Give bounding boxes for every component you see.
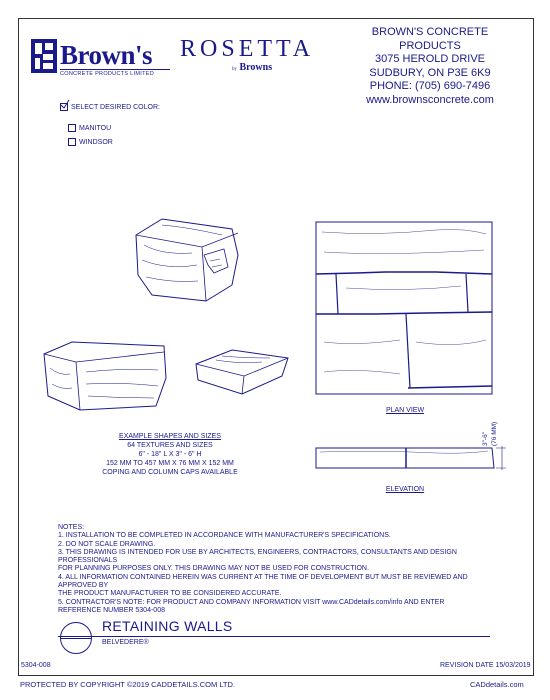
product-logo-brand: Browns xyxy=(239,62,273,73)
coping-cap-illustration xyxy=(192,348,292,398)
color-option-windsor[interactable] xyxy=(68,138,113,146)
browns-logo-icon xyxy=(30,38,58,74)
title-divider xyxy=(58,636,490,637)
color-option-manitou[interactable] xyxy=(68,124,111,132)
elevation-dimension-imperial: 3"-6" xyxy=(482,431,489,446)
note-line: REFERENCE NUMBER 5304-008 xyxy=(58,606,165,614)
elevation-label: ELEVATION xyxy=(385,486,425,493)
note-line: FOR PLANNING PURPOSES ONLY. THIS DRAWING MAY NOT BE USED FOR CONSTRUCTION. xyxy=(58,565,369,573)
elevation-dimension-metric: (76 MM) xyxy=(491,421,498,446)
footer-site-link[interactable]: CADdetails.com xyxy=(470,680,524,689)
note-line: THE PRODUCT MANUFACTURER TO BE CONSIDERED ACCURATE. xyxy=(58,590,282,598)
note-line: 4. ALL INFORMATION CONTAINED HEREIN WAS CURRENT AT THE TIME OF DEVELOPMENT BUT MUST BE REVIEWED AND APPROVED BY xyxy=(58,573,468,590)
example-shapes-title: EXAMPLE SHAPES AND SIZES xyxy=(119,433,221,440)
checkbox-manitou[interactable] xyxy=(68,124,76,132)
drawing-subtitle: BELVEDERE® xyxy=(102,639,149,646)
company-address-line2: SUDBURY, ON P3E 6K9 xyxy=(369,66,491,79)
company-address-line1: 3075 HEROLD DRIVE xyxy=(374,53,486,65)
drawing-title: RETAINING WALLS xyxy=(102,618,233,634)
stone-block-large-illustration xyxy=(132,215,242,305)
elevation-drawing xyxy=(316,418,506,478)
copyright-notice: PROTECTED BY COPYRIGHT ©2019 CADDETAILS.COM LTD. xyxy=(20,680,236,689)
color-option-label: WINDSOR xyxy=(79,138,113,146)
plan-view-label: PLAN VIEW xyxy=(385,407,425,414)
example-shapes-line3: 152 MM TO 457 MM X 76 MM X 152 MM xyxy=(106,460,234,467)
product-logo: ROSETTA xyxy=(180,36,315,62)
notes-heading: NOTES: xyxy=(58,524,85,531)
product-logo-byline xyxy=(232,62,272,73)
color-option-label: MANITOU xyxy=(79,124,112,132)
sheet-id: 5304-008 xyxy=(21,662,51,669)
example-shapes-line4: COPING AND COLUMN CAPS AVAILABLE xyxy=(102,469,238,476)
note-line: 3. THIS DRAWING IS INTENDED FOR USE BY ARCHITECTS, ENGINEERS, CONTRACTORS, CONSULTANTS AND DESIGN PROFESSIONALS xyxy=(58,548,457,565)
example-shapes-line2: 6" - 18" L X 3" - 6" H xyxy=(138,451,202,458)
revision-date: REVISION DATE 15/03/2019 xyxy=(440,662,531,669)
brand-logo-subtitle: CONCRETE PRODUCTS LIMITED xyxy=(60,69,170,77)
example-shapes-caption xyxy=(95,432,245,477)
notes-section xyxy=(58,524,498,615)
company-phone: PHONE: (705) 690-7496 xyxy=(369,80,491,92)
note-line: 1. INSTALLATION TO BE COMPLETED IN ACCORDANCE WITH MANUFACTURER'S SPECIFICATIONS. xyxy=(58,532,391,540)
company-name: BROWN'S CONCRETE PRODUCTS xyxy=(371,26,489,52)
checkmark-icon xyxy=(60,103,68,111)
note-line: 2. DO NOT SCALE DRAWING. xyxy=(58,540,156,548)
company-info xyxy=(340,26,520,107)
color-select-label xyxy=(60,103,160,111)
brand-logo: Brown's xyxy=(60,40,153,70)
detail-circle-icon xyxy=(60,622,92,654)
note-line: 5. CONTRACTOR'S NOTE: FOR PRODUCT AND COMPANY INFORMATION VISIT www.CADdetails.com/info AND ENTER xyxy=(58,598,445,606)
plan-view-drawing xyxy=(316,222,492,394)
stone-block-long-illustration xyxy=(40,340,170,412)
example-shapes-line1: 64 TEXTURES AND SIZES xyxy=(127,442,213,449)
company-website[interactable]: www.brownsconcrete.com xyxy=(366,93,494,106)
product-logo-by: by xyxy=(232,67,237,72)
color-select-text: SELECT DESIRED COLOR: xyxy=(71,103,160,111)
checkbox-windsor[interactable] xyxy=(68,138,76,146)
